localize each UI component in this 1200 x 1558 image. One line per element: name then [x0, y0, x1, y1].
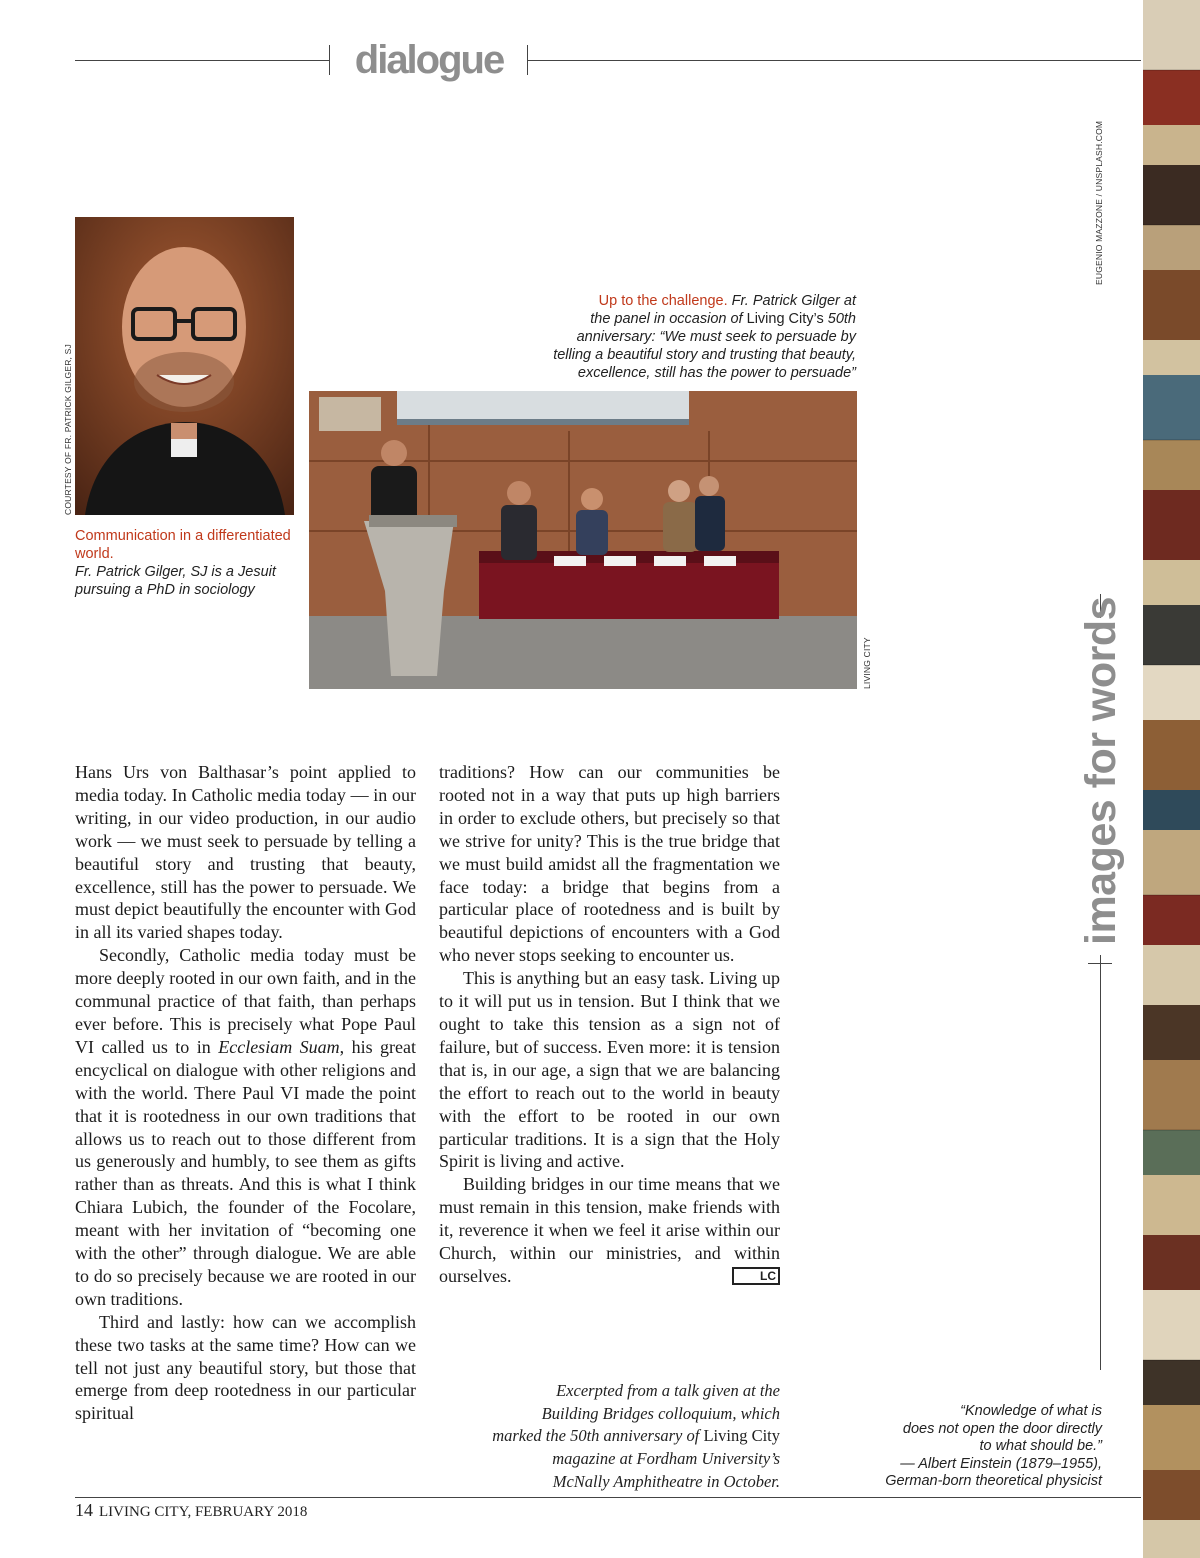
- excerpt-line: McNally Amphitheatre in October.: [552, 1471, 780, 1491]
- panel-credit: LIVING CITY: [862, 637, 872, 689]
- panel-photo: [309, 391, 857, 689]
- panel-caption: [490, 292, 856, 382]
- panel-caption-4: 50th: [827, 311, 856, 327]
- article-paragraph: Hans Urs von Balthasar’s point applied to media today. In Catholic media today — in our writing, in our video production, in our audio work — we must seek to persuade by telling a beautiful story and trusting that beauty, excellence, still has the power to persuade. We must depict beautifully the encounter with God in all its varied shapes today.: [75, 762, 416, 943]
- article-paragraph: Building bridges in our time means that we must remain in this tension, make friends with it, reverence it when we feel it arise within our Church, within our ministries, and within ourselves. LC: [439, 1174, 780, 1286]
- panel-caption-1: Fr. Patrick Gilger at: [731, 293, 856, 309]
- end-mark-logo: LC: [732, 1267, 780, 1285]
- panel-caption-5: anniversary: “We must seek to persuade by: [576, 329, 856, 345]
- quote-attribution: — Albert Einstein (1879–1955),: [900, 1455, 1102, 1472]
- footer-rule: [75, 1497, 1141, 1498]
- article-paragraph: traditions? How can our communities be rooted not in a way that puts up high barriers in order to exclude others, but precisely so that we strive for unity? This is the true bridge that we must build amidst all the fragmentation we face today: a bridge that begins from a particular place of rootedness and is built by beautiful depictions of encounters with a God who never stops seeking to encounter us.: [439, 762, 780, 966]
- excerpt-line: magazine at Fordham University’s: [552, 1449, 780, 1469]
- portrait-photo: [75, 217, 294, 515]
- excerpt-line: marked the 50th anniversary of Living City: [492, 1426, 780, 1446]
- excerpt-line: Excerpted from a talk given at the: [556, 1381, 780, 1400]
- page-footer: [75, 1500, 307, 1521]
- page-number: 14: [75, 1500, 93, 1520]
- panel-caption-3: Living City’s: [746, 311, 824, 327]
- einstein-quote: [830, 1403, 1102, 1491]
- article-paragraph: Third and lastly: how can we accomplish these two tasks at the same time? How can we tell not just any beautiful story, but those that emerge from deep rootedness in our particular spiritual: [75, 1311, 416, 1424]
- sidebar-label: images for words: [1077, 596, 1125, 945]
- article-paragraph: This is anything but an easy task. Living up to it will put us in tension. But I think that we ought to take this tension as a sign not of failure, but of success. Even more: it is tension that is, in our age, a sign that we are balancing the effort to reach out to the world in beauty with the effort to be rooted in our own particular traditions. It is a sign that the Holy Spirit is living and active.: [439, 968, 780, 1172]
- sidebar-rule-cap: [1088, 963, 1112, 964]
- article-paragraph: Secondly, Catholic media today must be more deeply rooted in our own faith, and in the communal practice of that faith, than perhaps ever before. This is precisely what Pope Paul VI called us to in Ecclesiam Suam, his great encyclical on dialogue with other religions and with the world. There Paul VI made the point that it is rootedness in our own traditions that allows us to reach out to those different from us generously and humbly, to see them as gifts rather than as threats. And this is what I think Chiara Lubich, the founder of the Focolare, meant with her invitation of “becoming one with the other” through dialogue. We are able to do so precisely because we are rooted in our own traditions.: [75, 945, 417, 1309]
- sidebar-rule: [1100, 955, 1101, 1370]
- excerpt-note: [440, 1380, 780, 1494]
- panel-caption-7: excellence, still has the power to persuade”: [577, 365, 856, 381]
- header-tick-left: [329, 45, 330, 75]
- sidebar-photo-credit: EUGENIO MAZZONE / UNSPLASH.COM: [1094, 120, 1104, 285]
- header-rule-left: [75, 60, 330, 61]
- section-title: dialogue: [354, 38, 504, 82]
- panel-caption-2: the panel in occasion of: [590, 311, 743, 327]
- article-column-2: [439, 761, 780, 1288]
- portrait-credit: COURTESY OF FR. PATRICK GILGER, SJ: [63, 343, 73, 515]
- header-rule-right: [527, 60, 1141, 61]
- portrait-caption-text: Fr. Patrick Gilger, SJ is a Jesuit pursuing a PhD in sociology: [75, 564, 276, 598]
- portrait-caption-lead: Communication in a differentiated world.: [75, 528, 291, 562]
- panel-caption-lead: Up to the challenge.: [598, 293, 728, 309]
- excerpt-line: Building Bridges colloquium, which: [541, 1403, 780, 1423]
- article-column-1: [75, 761, 416, 1425]
- quote-line: “Knowledge of what is: [960, 1403, 1102, 1419]
- quote-line: to what should be.”: [979, 1438, 1102, 1455]
- encyclical-title: Ecclesiam Suam: [218, 1036, 340, 1057]
- quote-line: does not open the door directly: [902, 1420, 1102, 1437]
- bookshelf-image: [1143, 0, 1200, 1558]
- issue-label: LIVING CITY, FEBRUARY 2018: [99, 1504, 308, 1520]
- portrait-caption: [75, 527, 305, 599]
- quote-attribution: German-born theoretical physicist: [885, 1473, 1102, 1490]
- panel-caption-6: telling a beautiful story and trusting that beauty,: [553, 347, 856, 363]
